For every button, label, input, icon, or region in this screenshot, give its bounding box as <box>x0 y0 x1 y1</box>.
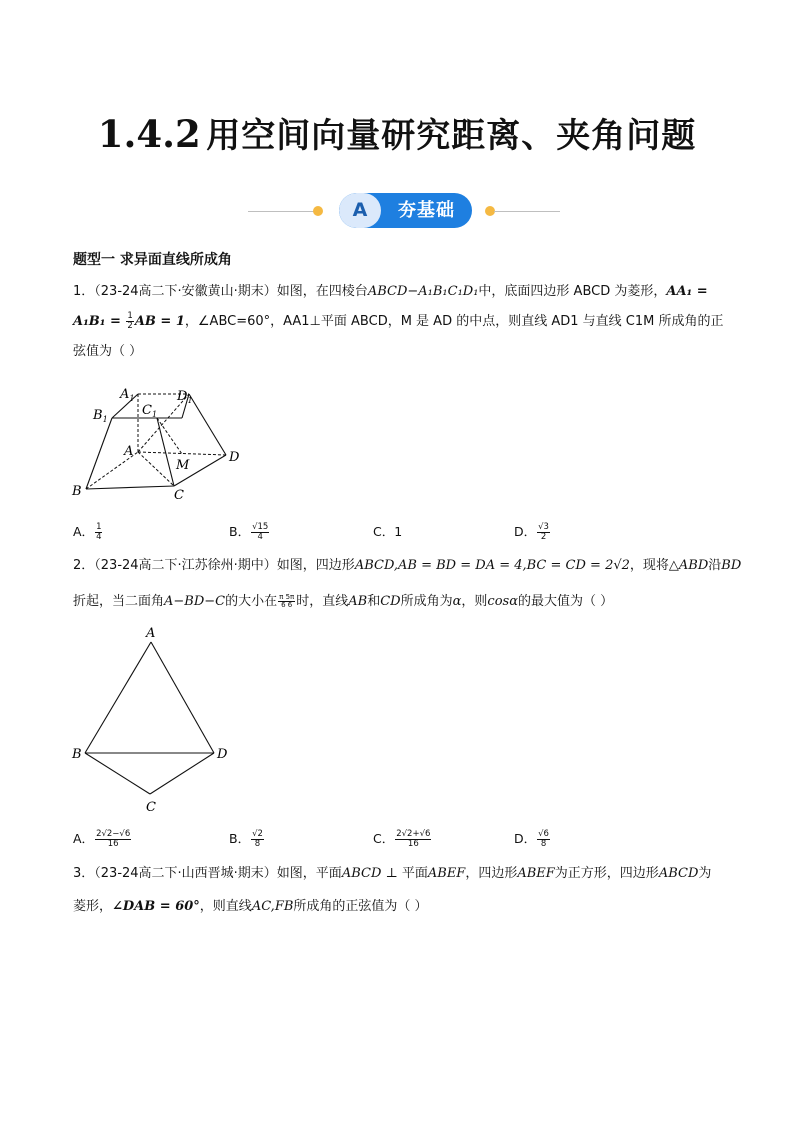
divider-right <box>494 211 560 212</box>
question-2-line-2: 折起，当二面角A−BD−C的大小在 $\frac{\pi 5\pi}{6 6}$ 时，直线AB和CD所成角为α，则cosα的最大值为（ ） <box>73 593 614 609</box>
label-D: D <box>229 450 240 465</box>
label-B: B <box>72 484 82 499</box>
question-1-line-1: 1．（23-24高二下·安徽黄山·期末）如图，在四棱台ABCD−A₁B₁C₁D₁中，底面四边形 ABCD 为菱形，AA₁ = <box>73 284 708 299</box>
q2-option-c[interactable]: C． $\frac{2√2+√6}{16}$ <box>373 829 431 849</box>
badge-letter: A <box>339 193 381 228</box>
q2-option-a[interactable]: A． $\frac{2√2-√6}{16}$ <box>73 829 131 849</box>
label-C: C <box>174 488 184 503</box>
badge-label: 夯基础 <box>398 200 455 221</box>
label-M: M <box>176 458 190 473</box>
q2-option-d[interactable]: D． $\frac{√6}{8}$ <box>514 829 549 849</box>
label-B: B <box>72 747 82 762</box>
question-3-line-1: 3．（23-24高二下·山西晋城·期末）如图，平面ABCD ⊥ 平面ABEF，四边形ABEF为正方形，四边形ABCD为 <box>73 866 712 881</box>
section-heading: 题型一 求异面直线所成角 <box>73 252 232 268</box>
label-B1: $B_1$ <box>93 408 108 424</box>
label-D1: $D_1$ <box>177 389 193 405</box>
label-A: A <box>146 626 156 641</box>
label-C1: $C_1$ <box>142 403 158 419</box>
q1-option-a[interactable]: A． $\frac{1}{4}$ <box>73 522 102 542</box>
label-A: A <box>124 444 134 459</box>
question-1-line-2: A₁B₁ = $\frac{1}{2}$ AB = 1，∠ABC=60°，AA1⊥平面 ABCD，M 是 AD 的中点，则直线 AD1 与直线 C1M 所成角的正 <box>73 311 724 331</box>
level-badge <box>339 193 472 228</box>
question-1-line-3: 弦值为（ ） <box>73 344 143 359</box>
page-title <box>0 108 794 157</box>
question-2-line-1: 2．（23-24高二下·江苏徐州·期中）如图，四边形ABCD,AB = BD = DA = 4,BC = CD = 2√2，现将△ABD沿BD <box>73 558 742 573</box>
label-C: C <box>146 800 156 815</box>
dot-left-icon <box>313 206 323 216</box>
label-A1: $A_1$ <box>120 387 135 403</box>
fraction-half: $\frac{1}{2}$ <box>127 311 133 331</box>
q1-option-b[interactable]: B． $\frac{√15}{4}$ <box>229 522 269 542</box>
q2-option-b[interactable]: B． $\frac{√2}{8}$ <box>229 829 263 849</box>
title-text: 用空间向量研究距离、夹角问题 <box>206 116 697 156</box>
q2-quadrilateral-figure <box>68 625 243 820</box>
q1-option-d[interactable]: D． $\frac{√3}{2}$ <box>514 522 549 542</box>
title-number: 1.4.2 <box>97 112 201 156</box>
interval: $\frac{\pi 5\pi}{6 6}$ <box>279 593 295 609</box>
label-D: D <box>217 747 228 762</box>
q1-option-c[interactable]: C．1 <box>373 524 403 539</box>
section-badge-row <box>0 190 794 230</box>
divider-left <box>248 211 316 212</box>
q1-frustum-figure <box>60 380 270 505</box>
question-3-line-2: 菱形，∠DAB = 60°，则直线AC,FB所成角的正弦值为（ ） <box>73 899 428 914</box>
